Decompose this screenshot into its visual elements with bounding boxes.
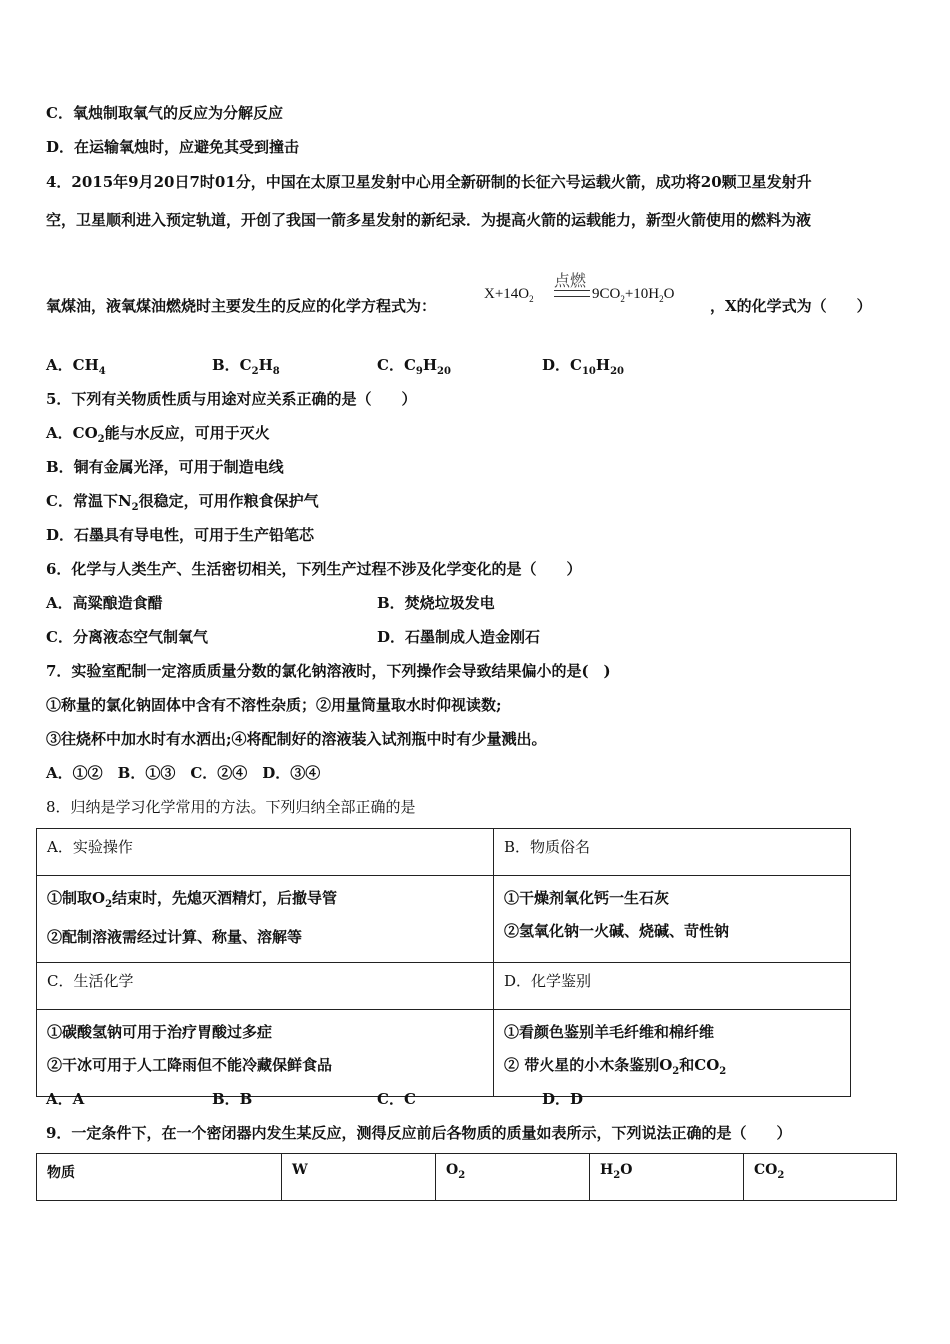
q4-option-d: D．$C_{10}H_{20}$: [542, 356, 624, 377]
q8-b-item2: ②氢氧化钠一火碱、烧碱、苛性钠: [504, 922, 730, 940]
q5-option-d: D．石墨具有导电性，可用于生产铅笔芯: [46, 526, 315, 544]
q8-d-item1: ①看颜色鉴别羊毛纤维和棉纤维: [504, 1023, 715, 1041]
equation-condition: 点燃: [554, 273, 587, 290]
q5-option-b: B．铜有金属光泽，可用于制造电线: [46, 458, 284, 476]
q6-stem: 6．化学与人类生产、生活密切相关，下列生产过程不涉及化学变化的是（ ）: [46, 560, 582, 578]
q9-stem: 9．一定条件下，在一个密闭器内发生某反应，测得反应前后各物质的质量如表所示，下列说法正确的是（ ）: [46, 1124, 792, 1142]
q7-options: A．①② B．①③ C．②④ D．③④: [46, 764, 321, 782]
option-c-prev: C．氧烛制取氧气的反应为分解反应: [46, 104, 283, 122]
q9-header-h2o: $H_2O$: [590, 1154, 744, 1201]
q8-cell-b-head: B．物质俗名: [494, 829, 851, 876]
q8-option-d: D．D: [542, 1090, 584, 1108]
q7-stem: 7．实验室配制一定溶质质量分数的氯化钠溶液时，下列操作会导致结果偏小的是( ): [46, 662, 611, 680]
q8-a-item1: ①制取$O_2$结束时，先熄灭酒精灯，后撤导管: [47, 889, 338, 910]
q4-line1: 4．2015年9月20日7时01分，中国在太原卫星发射中心用全新研制的长征六号运载火箭，成功将20颗卫星发射升: [46, 173, 812, 191]
q8-d-item2: ② 带火星的小木条鉴别$O_2$和$CO_2$: [504, 1056, 727, 1077]
q8-cell-a-body: [37, 876, 494, 963]
q9-header-o2: $O_2$: [436, 1154, 590, 1201]
q4-line2: 空，卫星顺利进入预定轨道，开创了我国一箭多星发射的新纪录．为提高火箭的运载能力，新型火箭使用的燃料为液: [46, 211, 812, 229]
equation-lhs: $X+14O_2$: [484, 286, 534, 304]
q9-table: [36, 1153, 897, 1201]
q9-header-co2: $CO_2$: [744, 1154, 897, 1201]
q7-line2: ①称量的氯化钠固体中含有不溶性杂质；②用量筒量取水时仰视读数;: [46, 696, 502, 714]
q8-table: [36, 828, 851, 1097]
q8-option-b: B．B: [212, 1090, 253, 1108]
q8-cell-b-body: [494, 876, 851, 963]
q8-cell-c-head: C．生活化学: [37, 963, 494, 1010]
q8-cell-d-head: D．化学鉴别: [494, 963, 851, 1010]
q8-stem: 8．归纳是学习化学常用的方法。下列归纳全部正确的是: [46, 798, 416, 816]
q8-cell-c-body: [37, 1010, 494, 1097]
option-d-prev: D．在运输氧烛时，应避免其受到撞击: [46, 138, 300, 156]
q8-option-a: A．A: [46, 1090, 85, 1108]
chemical-equation: [484, 268, 714, 318]
q4-line3a: 氧煤油，液氧煤油燃烧时主要发生的反应的化学方程式为：: [46, 297, 437, 315]
q4-option-a: A．$CH_4$: [46, 356, 106, 377]
q8-cell-d-body: [494, 1010, 851, 1097]
q9-header-w: W: [282, 1154, 436, 1201]
equation-rhs: $9CO_2+10H_2O$: [592, 286, 675, 304]
q9-header-substance: 物质: [37, 1154, 282, 1201]
q7-line3: ③往烧杯中加水时有水洒出;④将配制好的溶液装入试剂瓶中时有少量溅出。: [46, 730, 547, 748]
q6-option-b: B．焚烧垃圾发电: [377, 594, 495, 612]
q6-option-c: C．分离液态空气制氧气: [46, 628, 208, 646]
equation-equals: [554, 290, 590, 297]
q5-option-a: A．$CO_2$能与水反应，可用于灭火: [46, 424, 270, 445]
q8-c-item2: ②干冰可用于人工降雨但不能冷藏保鲜食品: [47, 1056, 333, 1074]
q6-option-d: D．石墨制成人造金刚石: [377, 628, 541, 646]
q6-option-a: A．高粱酿造食醋: [46, 594, 163, 612]
q8-c-item1: ①碳酸氢钠可用于治疗胃酸过多症: [47, 1023, 273, 1041]
q8-b-item1: ①干燥剂氧化钙一生石灰: [504, 889, 670, 907]
q8-a-item2: ②配制溶液需经过计算、称量、溶解等: [47, 928, 303, 946]
q4-option-c: C．$C_9H_{20}$: [377, 356, 451, 377]
q5-stem: 5．下列有关物质性质与用途对应关系正确的是（ ）: [46, 390, 417, 408]
q4-line3b: ，X的化学式为（ ）: [710, 297, 872, 315]
q5-option-c: C．常温下$N_2$很稳定，可用作粮食保护气: [46, 492, 319, 513]
q8-cell-a-head: A．实验操作: [37, 829, 494, 876]
q4-option-b: B．$C_2H_8$: [212, 356, 280, 377]
q8-option-c: C．C: [377, 1090, 416, 1108]
